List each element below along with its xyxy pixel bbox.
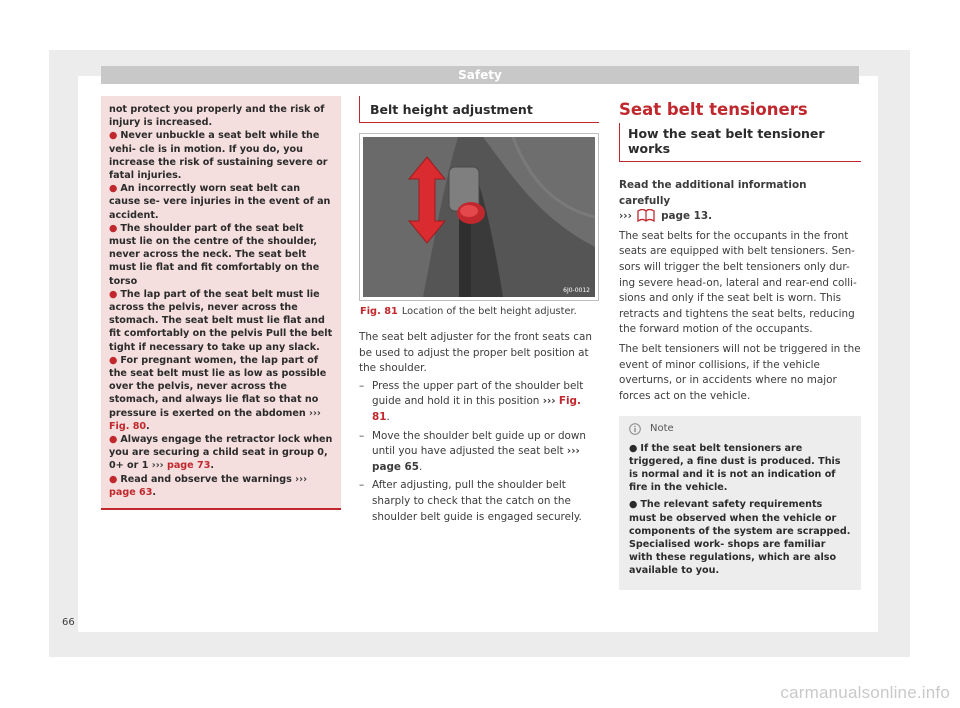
figure-code: 6J0-0012 — [563, 287, 590, 294]
bullet-icon: ● — [629, 499, 638, 511]
column-right — [619, 96, 861, 590]
figure-link[interactable]: Fig. 81 — [372, 395, 581, 423]
warning-item: not protect you properly and the risk of injury is increased. — [109, 104, 325, 129]
reference-arrow-icon: ››› — [619, 210, 632, 223]
figure-caption: Fig. 81 Location of the belt height adjuster. — [360, 306, 577, 317]
note-header: Note — [629, 422, 851, 435]
note-item: ● The relevant safety requirements must be observed when the vehicle or components of the system are scrapped. Specialised work- shops are familiar with these regulations, which are also available to you. — [629, 499, 851, 577]
bullet-icon: ● — [109, 354, 118, 366]
list-item: – Press the upper part of the shoulder belt guide and hold it in this position ››› Fig. 81. — [359, 379, 599, 426]
warning-item: ● For pregnant women, the lap part of the seat belt must lie as low as possible over the pelvis, never across the stomach, and always lie flat so that no pressure is exerted on the abdomen ››› Fig. 80. — [109, 354, 327, 432]
warning-item: ● Never unbuckle a seat belt while the vehi- cle is in motion. If you do, you increase the risk of sustaining severe or fatal injuries. — [109, 130, 328, 182]
bullet-icon: ● — [109, 434, 118, 446]
bullet-icon: ● — [629, 442, 638, 454]
warning-item: ● The lap part of the seat belt must lie across the pelvis, never across the stomach. The seat belt must lie flat and fit comfortably on the pelvis Pull the belt tight if necessary to take up any slack. — [109, 288, 333, 353]
list-item: – After adjusting, pull the shoulder belt sharply to check that the catch on the shoulder belt guide is engaged securely. — [359, 478, 599, 525]
note-box — [619, 416, 861, 589]
bullet-icon: ● — [109, 288, 118, 300]
column-middle — [359, 96, 599, 528]
page-link[interactable]: page 13 — [661, 210, 709, 223]
figure-belt-adjuster — [359, 133, 599, 301]
bullet-icon: ● — [109, 473, 118, 485]
bullet-icon: ● — [109, 130, 118, 142]
column-left — [101, 96, 341, 510]
info-icon — [629, 423, 641, 435]
warning-item: ● The shoulder part of the seat belt must lie on the centre of the shoulder, never across the neck. The seat belt must lie flat and fit comfortably on the torso — [109, 222, 320, 287]
steps-list — [359, 379, 599, 525]
watermark: carmanualsonline.info — [780, 683, 950, 702]
bullet-icon: ● — [109, 222, 118, 234]
note-item: ● If the seat belt tensioners are triggered, a fine dust is produced. This is normal and it is not an indication of fire in the vehicle. — [629, 442, 841, 494]
warning-item: ● An incorrectly worn seat belt can cause se- vere injuries in the event of an accident. — [109, 183, 331, 221]
reference-arrow-icon: ››› — [295, 473, 308, 485]
list-item: – Move the shoulder belt guide up or down until you have adjusted the seat belt ››› page 65. — [359, 429, 599, 476]
paragraph: The seat belts for the occupants in the front seats are equipped with belt tensioners. Sen- sors will trigger the belt tensioners only dur- ing severe head-on, lateral and rear-end colli- sions and only if the seat belt is worn. This retracts and tightens the seat belts, reducing the forward motion of the occupants. — [619, 229, 857, 336]
chapter-header: Safety — [101, 66, 859, 84]
section-title: Belt height adjustment — [359, 96, 599, 123]
main-title: Seat belt tensioners — [619, 100, 808, 119]
page-link[interactable]: page 63 — [109, 486, 153, 498]
figure-label: Fig. 81 — [360, 306, 398, 317]
book-icon — [637, 209, 655, 222]
reference-arrow-icon: ››› — [309, 407, 321, 419]
warning-item: ● Read and observe the warnings ››› page 63. — [109, 473, 308, 498]
warning-item: ● Always engage the retractor lock when you are securing a child seat in group 0, 0+ or 1 ››› page 73. — [109, 434, 333, 472]
page-number: 66 — [62, 617, 75, 628]
page-link[interactable]: page 73 — [166, 460, 211, 472]
reference-arrow-icon: ››› — [151, 460, 164, 472]
belt-adjuster-illustration — [363, 137, 595, 297]
figure-link[interactable]: Fig. 80 — [109, 420, 147, 432]
warning-box — [101, 96, 341, 510]
reference-arrow-icon: ››› — [542, 395, 556, 408]
page-link[interactable]: page 65 — [372, 460, 420, 473]
intro-text: The seat belt adjuster for the front seats can be used to adjust the proper belt position at the shoulder. — [359, 331, 592, 375]
sub-title: How the seat belt tensioner works — [619, 123, 861, 162]
reference-arrow-icon: ››› — [566, 445, 580, 458]
bullet-icon: ● — [109, 183, 118, 195]
paragraph: The belt tensioners will not be triggered in the event of minor collisions, if the vehicle overturns, or in accidents where no major forces act on the vehicle. — [619, 342, 861, 402]
read-more-note: Read the additional information carefully ››› page 13. — [619, 179, 807, 223]
